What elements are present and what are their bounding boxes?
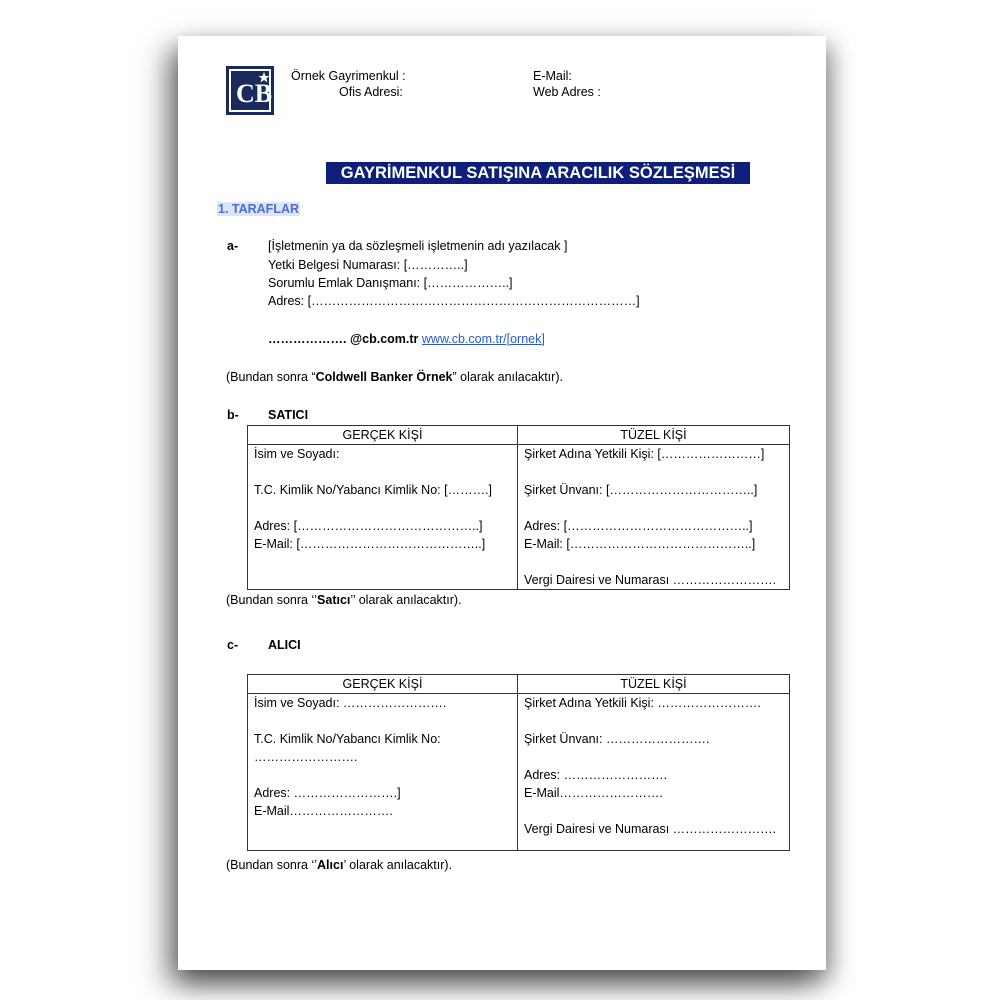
party-c-heading: ALICI (268, 638, 301, 652)
party-a-business-name: [İşletmenin ya da sözleşmeli işletmenin adı yazılacak ] (268, 239, 568, 253)
note-suffix: ’’ olarak anılacaktır). (350, 593, 462, 607)
party-b-note (226, 593, 462, 607)
note-prefix: (Bundan sonra ‘’ (226, 593, 318, 607)
seller-authorized-field: Şirket Adına Yetkili Kişi: [……………………] (524, 447, 765, 461)
seller-tax-field: Vergi Dairesi ve Numarası ……………………. (524, 573, 777, 587)
party-b-letter: b- (227, 408, 239, 422)
note-suffix: ” olarak anılacaktır). (452, 370, 563, 384)
seller-id-field: T.C. Kimlik No/Yabancı Kimlik No: [……….] (254, 483, 493, 497)
note-prefix: (Bundan sonra ‘’ (226, 858, 318, 872)
buyer-individual-cell (248, 694, 518, 851)
office-address-label: Ofis Adresi: (339, 85, 403, 99)
document-page (186, 40, 814, 960)
seller-col-corporate: TÜZEL KİŞİ (518, 426, 790, 445)
seller-name-field: İsim ve Soyadı: (254, 447, 340, 461)
note-suffix: ’ olarak anılacaktır). (343, 858, 453, 872)
svg-text:CB: CB (236, 79, 273, 108)
party-a-note (226, 370, 563, 384)
buyer-authorized-field: Şirket Adına Yetkili Kişi: ……………………. (524, 696, 761, 710)
party-a-email: ………………. @cb.com.tr (268, 332, 419, 346)
buyer-table (247, 674, 790, 851)
party-b-heading: SATICI (268, 408, 309, 422)
buyer-company-title-field: Şirket Ünvanı: ……………………. (524, 732, 710, 746)
party-a-letter: a- (227, 239, 239, 253)
note-bold-name: Alıcı (317, 858, 344, 872)
note-bold-name: Coldwell Banker Örnek (315, 370, 453, 384)
buyer-corp-address-field: Adres: ……………………. (524, 768, 668, 782)
seller-corp-address-field: Adres: [……………………………………..] (524, 519, 753, 533)
note-bold-name: Satıcı (317, 593, 351, 607)
seller-table (247, 425, 790, 590)
buyer-address-field: Adres: …………………….] (254, 786, 401, 800)
seller-individual-cell (248, 445, 518, 590)
party-a-address: Adres: [……………………………………………………………………] (268, 294, 640, 308)
buyer-corp-email-field: E-Mail……………………. (524, 786, 663, 800)
document-title: GAYRİMENKUL SATIŞINA ARACILIK SÖZLEŞMESİ (326, 162, 750, 184)
party-a-contact (268, 332, 545, 346)
party-a-license-number: Yetki Belgesi Numarası: […………..] (268, 258, 468, 272)
buyer-id-field: T.C. Kimlik No/Yabancı Kimlik No: (254, 732, 441, 746)
buyer-corporate-cell (518, 694, 790, 851)
seller-col-individual: GERÇEK KİŞİ (248, 426, 518, 445)
company-label: Örnek Gayrimenkul : (291, 69, 406, 83)
web-address-label: Web Adres : (533, 85, 601, 99)
buyer-id-dots: ……………………. (254, 750, 358, 764)
email-label: E-Mail: (533, 69, 572, 83)
note-prefix: (Bundan sonra “ (226, 370, 316, 384)
buyer-tax-field: Vergi Dairesi ve Numarası ……………………. (524, 822, 777, 836)
seller-email-field: E-Mail: [……………………………………..] (254, 537, 486, 551)
buyer-name-field: İsim ve Soyadı: ……………………. (254, 696, 447, 710)
party-a-web-link[interactable]: www.cb.com.tr/[ornek] (421, 332, 545, 346)
buyer-col-corporate: TÜZEL KİŞİ (518, 675, 790, 694)
coldwell-banker-logo (226, 66, 274, 115)
buyer-col-individual: GERÇEK KİŞİ (248, 675, 518, 694)
seller-company-title-field: Şirket Ünvanı: [……………………………..] (524, 483, 758, 497)
party-c-letter: c- (227, 638, 239, 652)
section-heading-parties: 1. TARAFLAR (218, 202, 300, 216)
seller-corporate-cell (518, 445, 790, 590)
seller-corp-email-field: E-Mail: [……………………………………..] (524, 537, 756, 551)
buyer-email-field: E-Mail……………………. (254, 804, 393, 818)
party-c-note (226, 858, 452, 872)
party-a-responsible-agent: Sorumlu Emlak Danışmanı: [………………..] (268, 276, 513, 290)
seller-address-field: Adres: [……………………………………..] (254, 519, 483, 533)
